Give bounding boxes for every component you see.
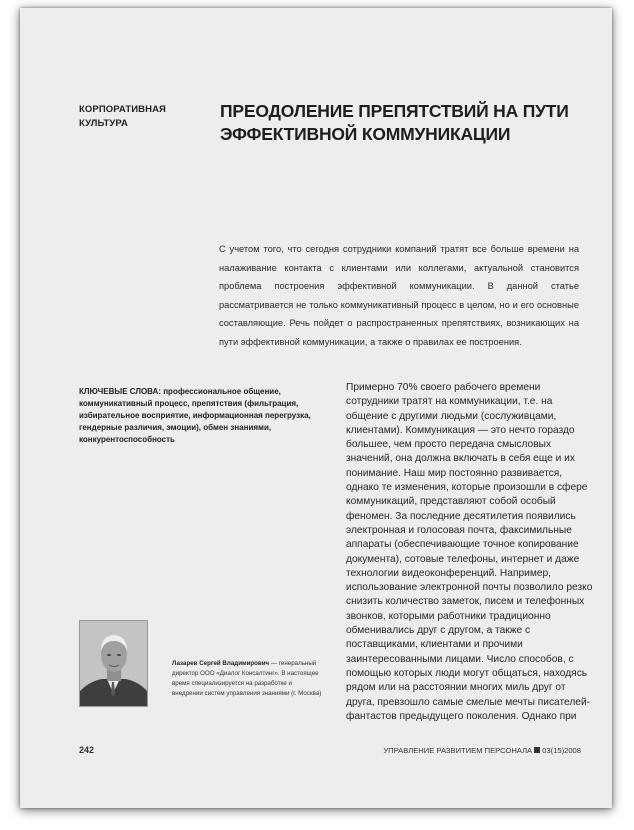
issue-number: 03(15)2008 <box>542 746 581 755</box>
article-title: ПРЕОДОЛЕНИЕ ПРЕПЯТСТВИЙ НА ПУТИ ЭФФЕКТИВНОЙ КОММУНИКАЦИИ <box>220 101 569 144</box>
article-body: Примерно 70% своего рабочего времени сотрудники тратят на коммуникации, т.е. на общение с другими людьми (сослуживцами, клиентами). Коммуникация — это нечто гораздо большее, чем просто передача смысловых значений, она должна включать в себя еще и их понимание. Наш мир постоянно развивается, однако те изменения, которые произошли в сфере коммуникаций, представляют собой особый феномен. За последние десятилетия появились электронная и голосовая почта, факсимильные аппараты (обеспечивающие точное копирование документа), сотовые телефоны, интернет и даже технологии видеоконференций. Например, использование электронной почты позволило резко снизить количество заметок, писем и телефонных звонков, которыми работники традиционно обменивались друг с другом, а также с поставщиками, клиентами и прочими заинтересованными лицами. Число способов, с помощью которых люди могут общаться, находясь рядом или на расстоянии многих миль друг от друга, превзошло самые смелые мечты писателей-фантастов предыдущего поколения. Однако при <box>346 382 593 722</box>
journal-name: УПРАВЛЕНИЕ РАЗВИТИЕМ ПЕРСОНАЛА <box>383 746 533 755</box>
author-bio: — генеральный директор ООО «Диалог Консалтинг». В настоящее время специализируется на разработке и внедрении систем управления знаниями (г. Москва) <box>172 660 322 697</box>
keywords: КЛЮЧЕВЫЕ СЛОВА: профессиональное общение, коммуникативный процесс, препятствия (фильтрация, избирательное восприятие, информационная перегрузка, гендерные различия, эмоции), обмен знаниями, конкурентоспособность <box>79 387 311 444</box>
author-photo <box>79 620 148 707</box>
journal-footer <box>383 746 581 755</box>
magazine-page <box>20 8 612 808</box>
section-label: КОРПОРАТИВНАЯ КУЛЬТУРА <box>79 104 166 129</box>
author-name: Лазарев Сергей Владимирович <box>172 660 270 667</box>
author-portrait-image <box>80 621 147 706</box>
square-separator-icon <box>534 747 540 753</box>
page-number: 242 <box>79 745 95 755</box>
author-info <box>172 659 322 699</box>
article-lead: С учетом того, что сегодня сотрудники компаний тратят все больше времени на налаживание контакта с клиентами или коллегами, актуальной становится проблема построения эффективной коммуникации. В данной статье рассматривается не только коммуникативный процесс в целом, но и его основные составляющие. Речь пойдет о распространенных препятствиях, возникающих на пути эффективной коммуникации, а также о правилах ее построения. <box>219 244 579 347</box>
